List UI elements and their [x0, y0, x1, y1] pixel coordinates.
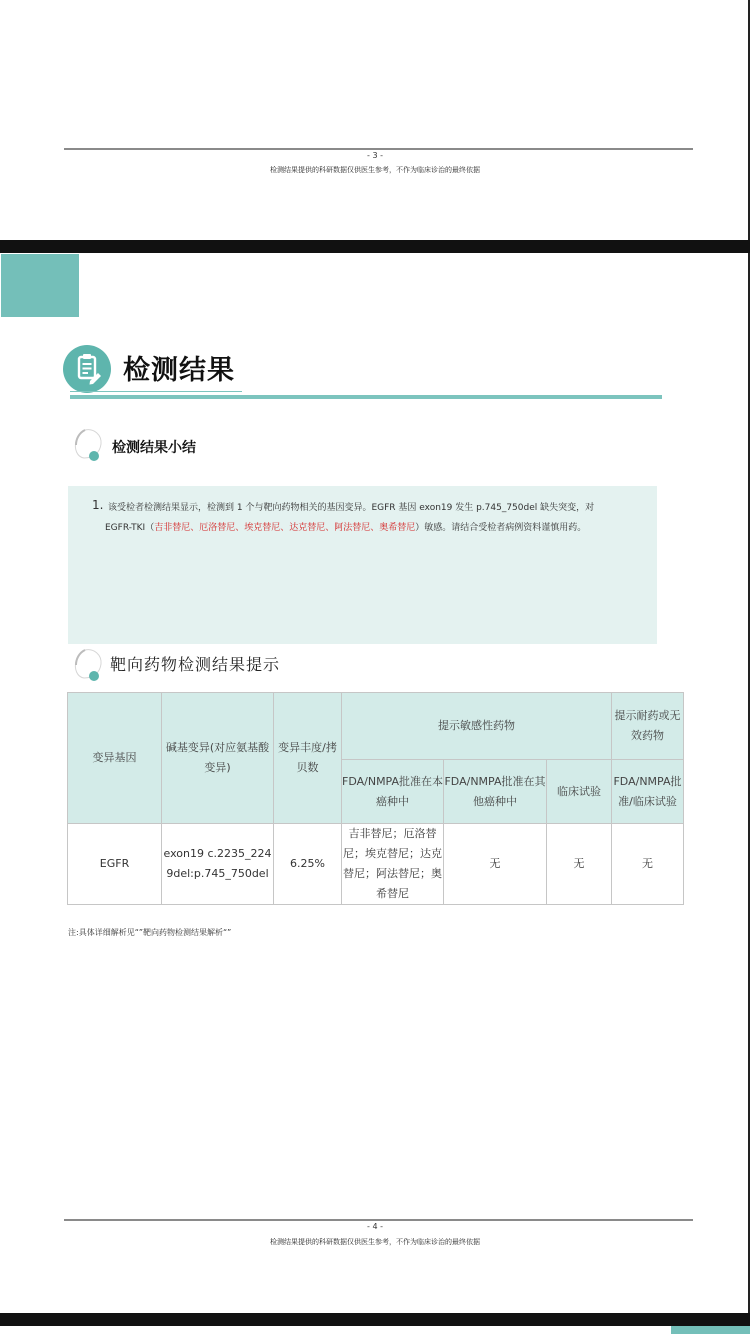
header-accent-block — [1, 254, 79, 317]
targeted-heading: 靶向药物检测结果提示 — [110, 655, 281, 674]
leaf-bullet-icon — [73, 427, 103, 463]
targeted-drug-table — [67, 692, 684, 905]
header-approved-this: FDA/NMPA批准在本癌种中 — [342, 760, 444, 824]
header-clinical-trial: 临床试验 — [547, 760, 612, 824]
title-underline-bar — [70, 395, 662, 399]
cell-approved-this: 吉非替尼；厄洛替尼；埃克替尼；达克替尼；阿法替尼；奥希替尼 — [342, 824, 444, 905]
header-resistant-sub: FDA/NMPA批准/临床试验 — [612, 760, 684, 824]
leaf-bullet-icon — [73, 647, 103, 683]
summary-suffix: ）敏感。请结合受检者病例资料谨慎用药。 — [415, 523, 587, 533]
section-title: 检测结果 — [123, 355, 235, 386]
header-resistant-drugs: 提示耐药或无效药物 — [612, 693, 684, 760]
header-sensitive-drugs: 提示敏感性药物 — [342, 693, 612, 760]
cell-abundance: 6.25% — [274, 824, 342, 905]
page-number: - 3 - — [367, 151, 383, 160]
footer-divider — [64, 148, 693, 150]
page-separator — [0, 240, 750, 253]
page-number: - 4 - — [367, 1222, 383, 1231]
table-row — [68, 824, 684, 905]
report-icon — [63, 345, 111, 393]
cell-approved-other: 无 — [444, 824, 547, 905]
footer-disclaimer: 检测结果提供的科研数据仅供医生参考，不作为临床诊治的最终依据 — [270, 1238, 480, 1246]
cell-clinical-trial: 无 — [547, 824, 612, 905]
footer-divider — [64, 1219, 693, 1221]
header-approved-other: FDA/NMPA批准在其他癌种中 — [444, 760, 547, 824]
sensitive-drugs: 吉非替尼、厄洛替尼、埃克替尼、达克替尼、阿法替尼、奥希替尼 — [154, 523, 416, 533]
page-separator — [0, 1313, 750, 1326]
summary-prefix: EGFR-TKI（ — [105, 523, 155, 533]
footer-disclaimer: 检测结果提供的科研数据仅供医生参考，不作为临床诊治的最终依据 — [270, 166, 480, 174]
summary-heading: 检测结果小结 — [112, 440, 196, 456]
header-base-change: 碱基变异(对应氨基酸变异) — [162, 693, 274, 824]
header-abundance: 变异丰度/拷贝数 — [274, 693, 342, 824]
footnote: 注:具体详细解析见“”靶向药物检测结果解析“” — [68, 928, 232, 937]
title-underline — [70, 391, 242, 392]
cell-base-change: exon19 c.2235_2249del:p.745_750del — [162, 824, 274, 905]
header-gene: 变异基因 — [68, 693, 162, 824]
cell-gene: EGFR — [68, 824, 162, 905]
cell-resistant: 无 — [612, 824, 684, 905]
summary-text-line2 — [105, 520, 586, 533]
summary-item-number: 1. — [92, 498, 104, 512]
next-page-accent — [671, 1326, 750, 1334]
summary-text: 该受检者检测结果显示，检测到 1 个与靶向药物相关的基因变异。EGFR 基因 exon19 发生 p.745_750del 缺失突变，对 — [108, 503, 595, 513]
